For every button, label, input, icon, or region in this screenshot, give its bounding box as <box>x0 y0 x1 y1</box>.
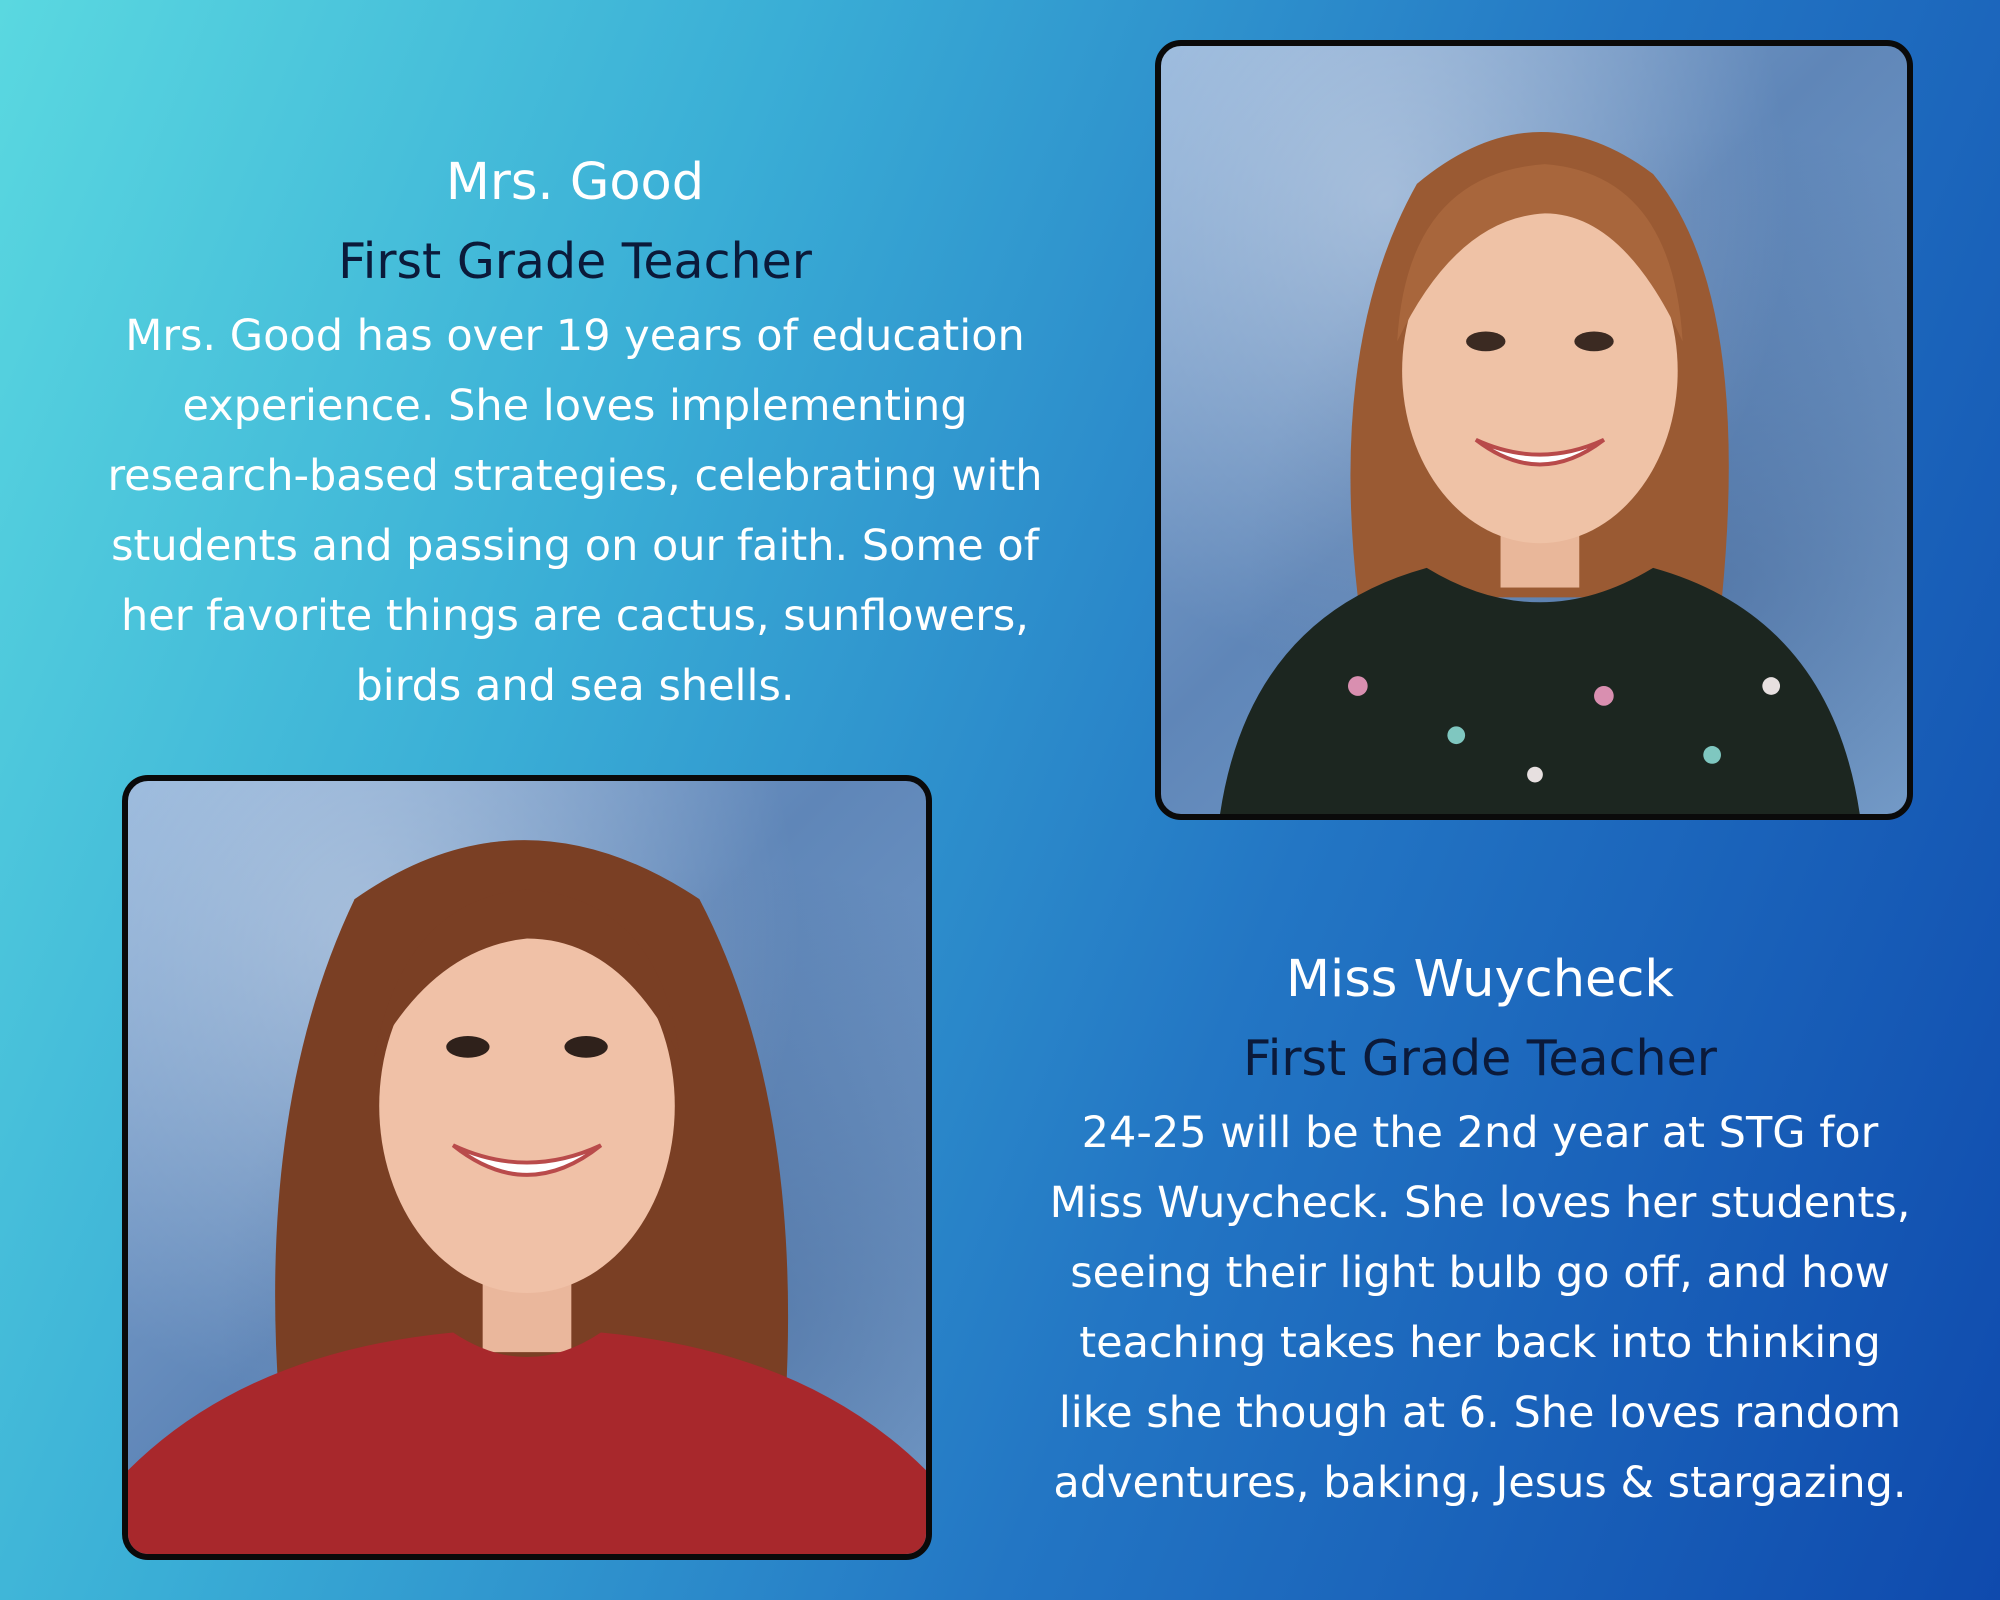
portrait-illustration <box>128 781 926 1554</box>
teacher-description <box>965 1098 1995 1518</box>
teacher-role: First Grade Teacher <box>338 233 812 290</box>
teacher-role: First Grade Teacher <box>1243 1030 1717 1087</box>
bio-line: seeing their light bulb go off, and how <box>1070 1248 1890 1298</box>
bio-line: students and passing on our faith. Some of <box>111 521 1039 571</box>
bio-line: adventures, baking, Jesus & stargazing. <box>1053 1458 1907 1508</box>
bio-line: 24-25 will be the 2nd year at STG for <box>1081 1108 1879 1158</box>
bio-line: research-based strategies, celebrating with <box>107 451 1043 501</box>
teacher-name: Mrs. Good <box>445 153 705 212</box>
bio-line: Miss Wuycheck. She loves her students, <box>1049 1178 1911 1228</box>
teacher-bio-wuycheck <box>965 940 1995 1518</box>
teacher-photo-good <box>1155 40 1913 820</box>
bio-line: her favorite things are cactus, sunflowers, <box>121 591 1029 641</box>
portrait-illustration <box>1161 46 1907 814</box>
bio-line: Mrs. Good has over 19 years of education <box>125 311 1025 361</box>
bio-line: like she though at 6. She loves random <box>1058 1388 1902 1438</box>
teacher-photo-wuycheck <box>122 775 932 1560</box>
bio-line: birds and sea shells. <box>355 661 795 711</box>
bio-line: experience. She loves implementing <box>182 381 968 431</box>
teacher-description <box>60 301 1090 721</box>
teacher-bio-good <box>60 143 1090 721</box>
bio-line: teaching takes her back into thinking <box>1079 1318 1881 1368</box>
teacher-name: Miss Wuycheck <box>1286 950 1674 1009</box>
